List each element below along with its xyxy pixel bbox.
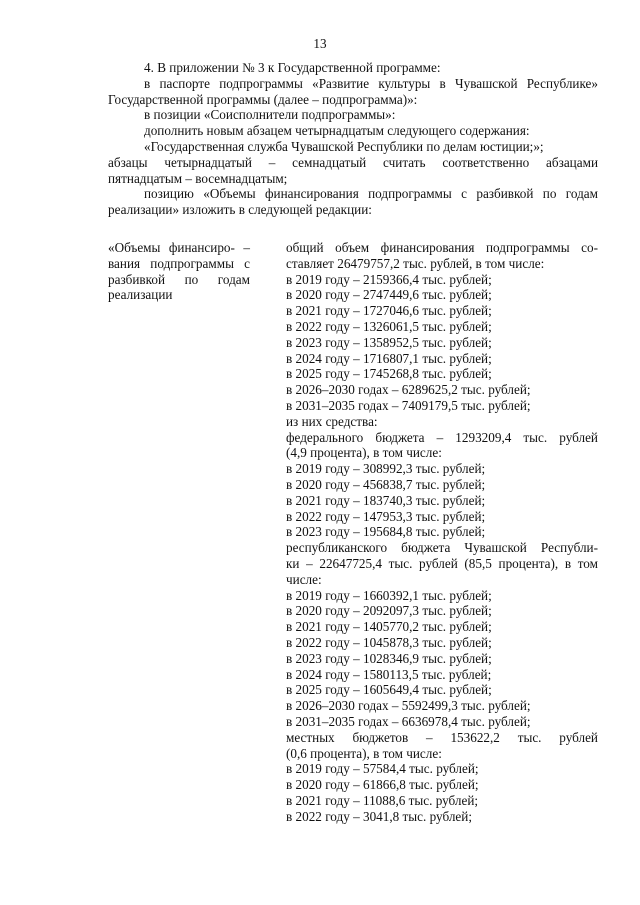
financing-line: в 2031–2035 годах – 6636978,4 тыс. рублей;: [286, 713, 531, 729]
financing-line: в 2019 году – 2159366,4 тыс. рублей;: [286, 271, 492, 287]
financing-line: в 2021 году – 183740,3 тыс. рублей;: [286, 492, 486, 508]
financing-value-cell: [286, 240, 598, 824]
financing-line: в 2025 году – 1745268,8 тыс. рублей;: [286, 366, 492, 382]
financing-line: республиканского бюджета Чувашской Республи-: [286, 540, 598, 556]
financing-line: в 2031–2035 годах – 7409179,5 тыс. рублей;: [286, 397, 531, 413]
financing-line: в 2020 году – 2092097,3 тыс. рублей;: [286, 603, 492, 619]
financing-line: в 2020 году – 456838,7 тыс. рублей;: [286, 476, 486, 492]
financing-line: в 2020 году – 2747449,6 тыс. рублей;: [286, 287, 492, 303]
intro-paragraph: в паспорте подпрограммы «Развитие культуры в Чувашской Республике»: [144, 75, 598, 91]
intro-text: [108, 60, 598, 218]
label-line: реализации: [108, 287, 173, 303]
financing-line: в 2024 году – 1580113,5 тыс. рублей;: [286, 666, 492, 682]
financing-line: в 2020 году – 61866,8 тыс. рублей;: [286, 777, 479, 793]
financing-line: числе:: [286, 571, 322, 587]
financing-line: в 2022 году – 1326061,5 тыс. рублей;: [286, 318, 492, 334]
financing-line: ставляет 26479757,2 тыс. рублей, в том числе:: [286, 255, 545, 271]
label-line: вания подпрограммы с: [108, 255, 250, 271]
intro-paragraph: абзацы четырнадцатый – семнадцатый считать соответственно абзацами: [108, 154, 598, 170]
intro-paragraph: дополнить новым абзацем четырнадцатым следующего содержания:: [144, 123, 530, 139]
financing-line: в 2021 году – 1405770,2 тыс. рублей;: [286, 619, 492, 635]
financing-line: в 2023 году – 1028346,9 тыс. рублей;: [286, 650, 492, 666]
financing-line: в 2019 году – 308992,3 тыс. рублей;: [286, 461, 486, 477]
financing-line: в 2021 году – 1727046,6 тыс. рублей;: [286, 303, 492, 319]
financing-line: в 2024 году – 1716807,1 тыс. рублей;: [286, 350, 492, 366]
financing-label-cell: [108, 240, 250, 303]
label-line: разбивкой по годам: [108, 271, 250, 287]
financing-line: ки – 22647725,4 тыс. рублей (85,5 процента), в том: [286, 555, 598, 571]
intro-paragraph: 4. В приложении № 3 к Государственной программе:: [144, 60, 441, 75]
intro-paragraph: позицию «Объемы финансирования подпрограммы с разбивкой по годам: [144, 186, 598, 202]
intro-paragraph: Государственной программы (далее – подпрограмма)»:: [108, 91, 418, 107]
financing-line: из них средства:: [286, 413, 378, 429]
intro-paragraph: в позиции «Соисполнители подпрограммы»:: [144, 107, 396, 123]
financing-line: в 2023 году – 195684,8 тыс. рублей;: [286, 524, 486, 540]
financing-line: федерального бюджета – 1293209,4 тыс. рублей: [286, 429, 598, 445]
financing-line: в 2019 году – 1660392,1 тыс. рублей;: [286, 587, 492, 603]
financing-line: в 2021 году – 11088,6 тыс. рублей;: [286, 792, 479, 808]
financing-line: в 2023 году – 1358952,5 тыс. рублей;: [286, 334, 492, 350]
financing-line: в 2022 году – 1045878,3 тыс. рублей;: [286, 634, 492, 650]
financing-line: в 2022 году – 147953,3 тыс. рублей;: [286, 508, 486, 524]
financing-line: в 2026–2030 годах – 6289625,2 тыс. рублей;: [286, 382, 531, 398]
financing-line: (4,9 процента), в том числе:: [286, 445, 442, 461]
financing-line: в 2022 году – 3041,8 тыс. рублей;: [286, 808, 472, 824]
financing-line: местных бюджетов – 153622,2 тыс. рублей: [286, 729, 598, 745]
intro-paragraph: реализации» изложить в следующей редакции:: [108, 202, 372, 218]
financing-line: в 2026–2030 годах – 5592499,3 тыс. рублей;: [286, 698, 531, 714]
financing-line: в 2025 году – 1605649,4 тыс. рублей;: [286, 682, 492, 698]
intro-paragraph: «Государственная служба Чувашской Республики по делам юстиции;»;: [144, 138, 544, 154]
page-number: 13: [313, 36, 327, 51]
intro-paragraph: пятнадцатым – восемнадцатым;: [108, 170, 288, 186]
financing-line: (0,6 процента), в том числе:: [286, 745, 442, 761]
financing-line: в 2019 году – 57584,4 тыс. рублей;: [286, 761, 479, 777]
label-line: «Объемы финансиро- –: [108, 240, 250, 255]
financing-line: общий объем финансирования подпрограммы со-: [286, 240, 598, 255]
